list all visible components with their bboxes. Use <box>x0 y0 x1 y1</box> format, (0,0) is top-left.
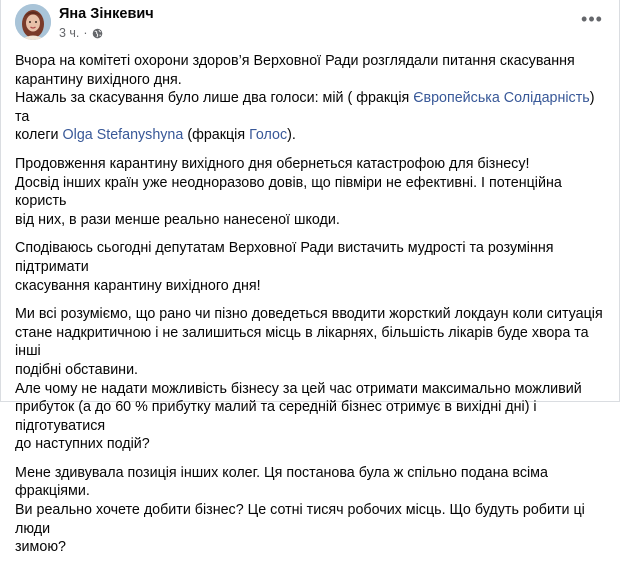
faction-link-european-solidarity[interactable]: Європейська Солідарність <box>413 90 590 107</box>
post-header <box>15 4 607 44</box>
post-paragraph: Вчора на комітеті охорони здоров’я Верховної Ради розглядали питання скасування карантину вихідного дня. Нажаль за скасування було лише два голоси: мій ( фракція Європейська Солідарність) та колеги Olga Stefanyshyna (фракція Голос). <box>15 53 595 144</box>
more-options-icon[interactable]: ••• <box>581 8 603 29</box>
faction-link-holos[interactable]: Голос <box>249 127 288 144</box>
globe-icon <box>92 28 103 39</box>
post-paragraph: Сподіваюсь сьогодні депутатам Верховної Ради вистачить мудрості та розуміння підтримати скасування карантину вихідного дня! <box>15 240 554 294</box>
post-paragraph: Мене здивувала позиція інших колег. Ця постанова була ж спільно подана всіма фракціями. Ви реально хочете добити бізнес? Це сотні тисяч робочих місць. Що будуть робити ці люди зимою? <box>15 464 585 556</box>
post-meta: 3 ч. · <box>59 26 103 40</box>
post-paragraph: Ми всі розуміємо, що рано чи пізно доведеться вводити жорсткий локдаун коли ситуація стане надкритичною і не залишиться місць в лікарнях, більшість лікарів буде хвора та інші подібні обставини. Але чому не надати можливість бізнесу за цей час отримати максимально можливий прибуток (а до 60 % прибутку малий та середній бізнес отримує в вихідні дні) і підготуватися до наступних подій? <box>15 306 603 453</box>
post-paragraph: Продовження карантину вихідного дня обернеться катастрофою для бізнесу! Досвід інших країн уже неодноразово довів, що півміри не ефективні. І потенційна користь від них, в рази менше реально нанесеної шкоди. <box>15 155 562 228</box>
author-name[interactable]: Яна Зінкевич <box>59 6 154 22</box>
post-timestamp[interactable]: 3 ч. <box>59 26 80 40</box>
author-avatar[interactable] <box>15 4 51 40</box>
post-text <box>15 52 611 567</box>
colleague-profile-link[interactable]: Olga Stefanyshyna <box>62 127 184 144</box>
